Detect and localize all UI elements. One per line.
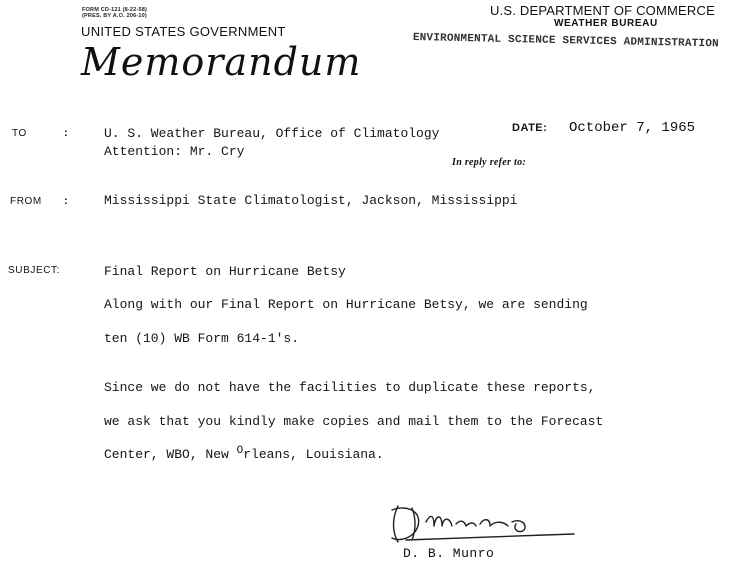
body-p2-line3	[104, 447, 384, 462]
government-heading: UNITED STATES GOVERNMENT	[81, 24, 286, 39]
to-line1: U. S. Weather Bureau, Office of Climatology	[104, 126, 440, 141]
form-code	[82, 7, 147, 19]
to-colon: :	[64, 127, 68, 139]
bureau-heading: WEATHER BUREAU	[554, 18, 658, 29]
body-p1-line2: ten (10) WB Form 614-1's.	[104, 331, 300, 346]
agency-stamp: ENVIRONMENTAL SCIENCE SERVICES ADMINISTRATION	[412, 32, 719, 51]
memorandum-title: Memorandum	[81, 40, 362, 84]
body-p1-line1: Along with our Final Report on Hurricane Betsy, we are sending	[104, 297, 588, 312]
from-label: FROM	[10, 196, 42, 207]
signatory-name: D. B. Munro	[403, 546, 495, 561]
handwritten-signature	[386, 500, 586, 548]
body-p2-line3-b: rleans, Louisiana.	[243, 447, 384, 462]
from-colon: :	[64, 195, 68, 207]
from-value: Mississippi State Climatologist, Jackson, Mississippi	[104, 193, 518, 208]
body-p2-line3-a: Center, WBO, New	[104, 447, 237, 462]
body-p2-line3-sup: O	[236, 445, 244, 457]
to-line2: Attention: Mr. Cry	[104, 144, 245, 159]
to-label: TO	[12, 128, 27, 139]
form-code-line1: FORM CD-121 (8-22-58)	[82, 7, 148, 13]
date-label: DATE:	[512, 122, 548, 134]
subject-value: Final Report on Hurricane Betsy	[104, 264, 346, 279]
body-p2-line1: Since we do not have the facilities to duplicate these reports,	[104, 380, 596, 395]
body-p2-line2: we ask that you kindly make copies and mail them to the Forecast	[104, 414, 604, 429]
department-heading: U.S. DEPARTMENT OF COMMERCE	[490, 3, 715, 18]
reply-refer-label: In reply refer to:	[452, 157, 526, 168]
date-value: October 7, 1965	[569, 120, 696, 136]
subject-label: SUBJECT:	[8, 265, 61, 276]
form-code-line2: (PRES. BY A.O. 206-10)	[82, 13, 147, 19]
